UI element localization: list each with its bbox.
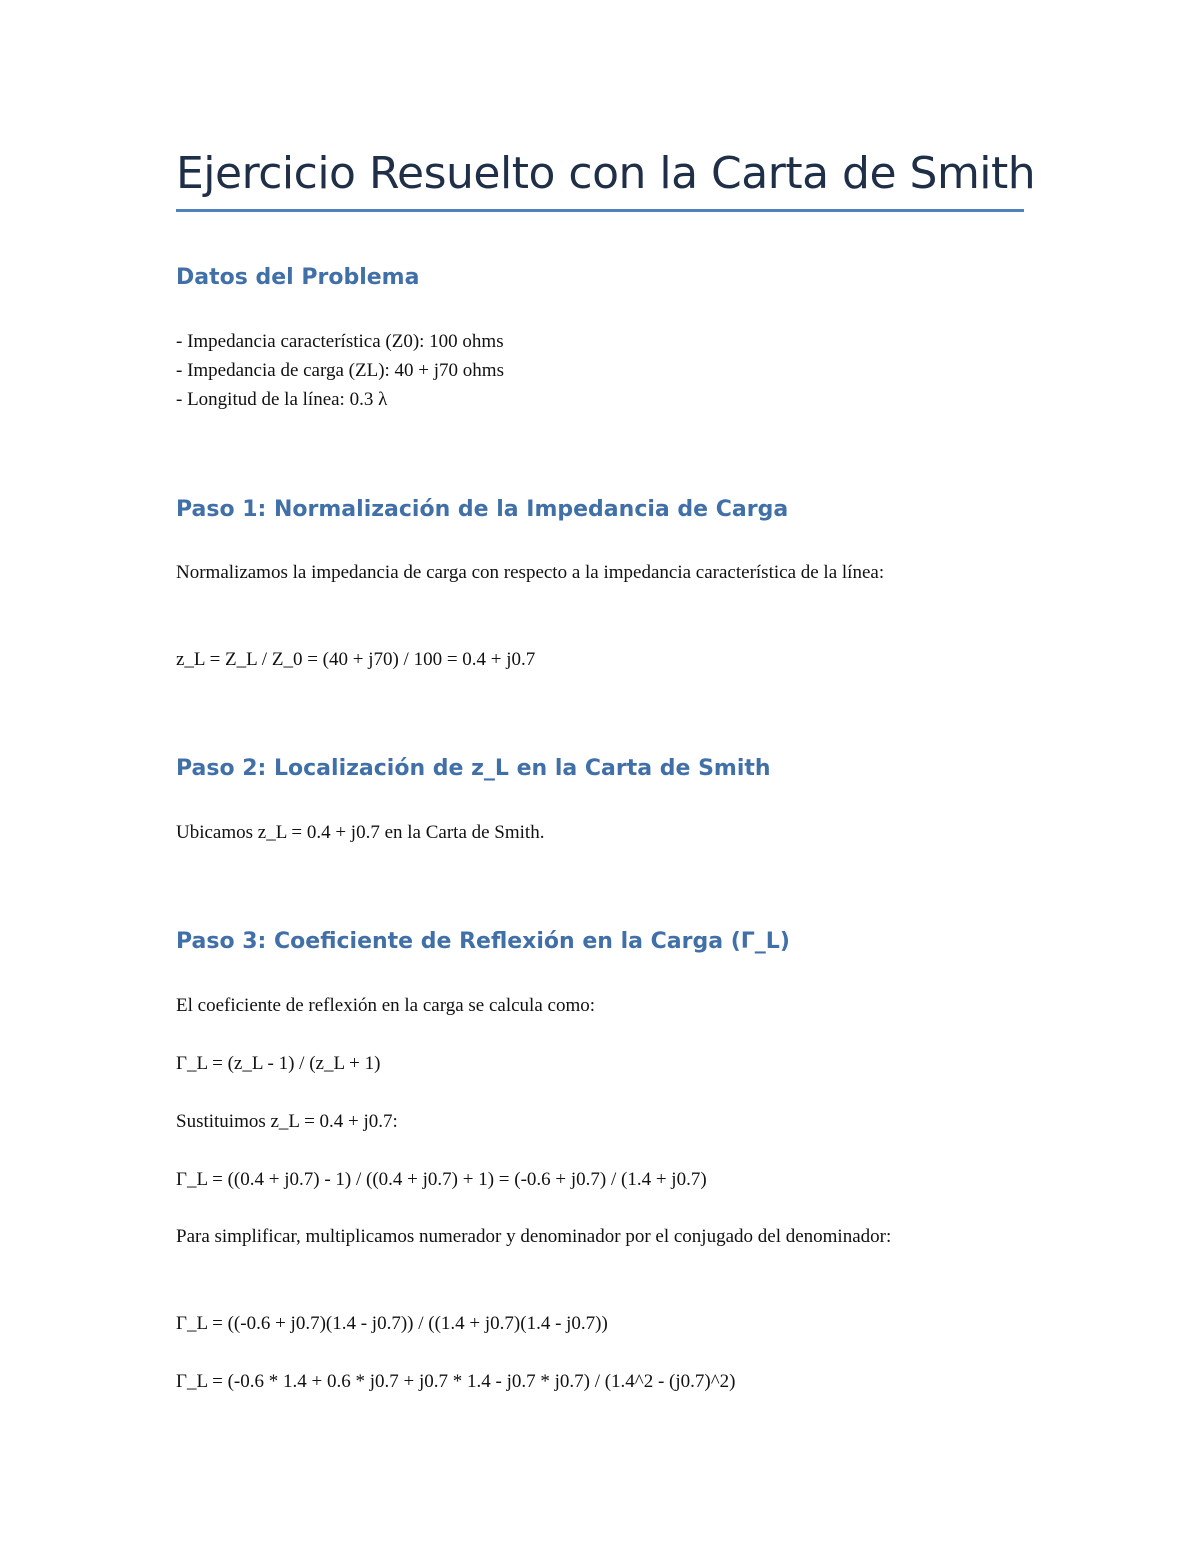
paso3-text3: Para simplificar, multiplicamos numerador y denominador por el conjugado del denominador: (176, 1226, 892, 1247)
paso1-formula: z_L = Z_L / Z_0 = (40 + j70) / 100 = 0.4 + j0.7 (176, 649, 536, 670)
datos-item-zl: - Impedancia de carga (ZL): 40 + j70 ohms (176, 360, 504, 381)
heading-paso3: Paso 3: Coeficiente de Reflexión en la Carga (Γ_L) (176, 929, 790, 954)
paso3-formula1: Γ_L = (z_L - 1) / (z_L + 1) (176, 1053, 381, 1074)
paso3-text2: Sustituimos z_L = 0.4 + j0.7: (176, 1111, 398, 1132)
heading-datos: Datos del Problema (176, 265, 420, 290)
paso3-formula2: Γ_L = ((0.4 + j0.7) - 1) / ((0.4 + j0.7) + 1) = (-0.6 + j0.7) / (1.4 + j0.7) (176, 1169, 707, 1190)
heading-paso1: Paso 1: Normalización de la Impedancia de Carga (176, 497, 789, 522)
document-title: Ejercicio Resuelto con la Carta de Smith (176, 148, 1036, 199)
paso1-text: Normalizamos la impedancia de carga con respecto a la impedancia característica de la línea: (176, 562, 885, 583)
paso3-text1: El coeficiente de reflexión en la carga se calcula como: (176, 995, 596, 1016)
title-underline (176, 209, 1024, 212)
paso3-formula3: Γ_L = ((-0.6 + j0.7)(1.4 - j0.7)) / ((1.4 + j0.7)(1.4 - j0.7)) (176, 1313, 608, 1334)
heading-paso2: Paso 2: Localización de z_L en la Carta de Smith (176, 756, 771, 781)
datos-item-longitud: - Longitud de la línea: 0.3 λ (176, 389, 388, 410)
datos-item-z0: - Impedancia característica (Z0): 100 ohms (176, 331, 504, 352)
paso3-formula4: Γ_L = (-0.6 * 1.4 + 0.6 * j0.7 + j0.7 * 1.4 - j0.7 * j0.7) / (1.4^2 - (j0.7)^2) (176, 1371, 736, 1392)
paso2-text: Ubicamos z_L = 0.4 + j0.7 en la Carta de Smith. (176, 822, 545, 843)
